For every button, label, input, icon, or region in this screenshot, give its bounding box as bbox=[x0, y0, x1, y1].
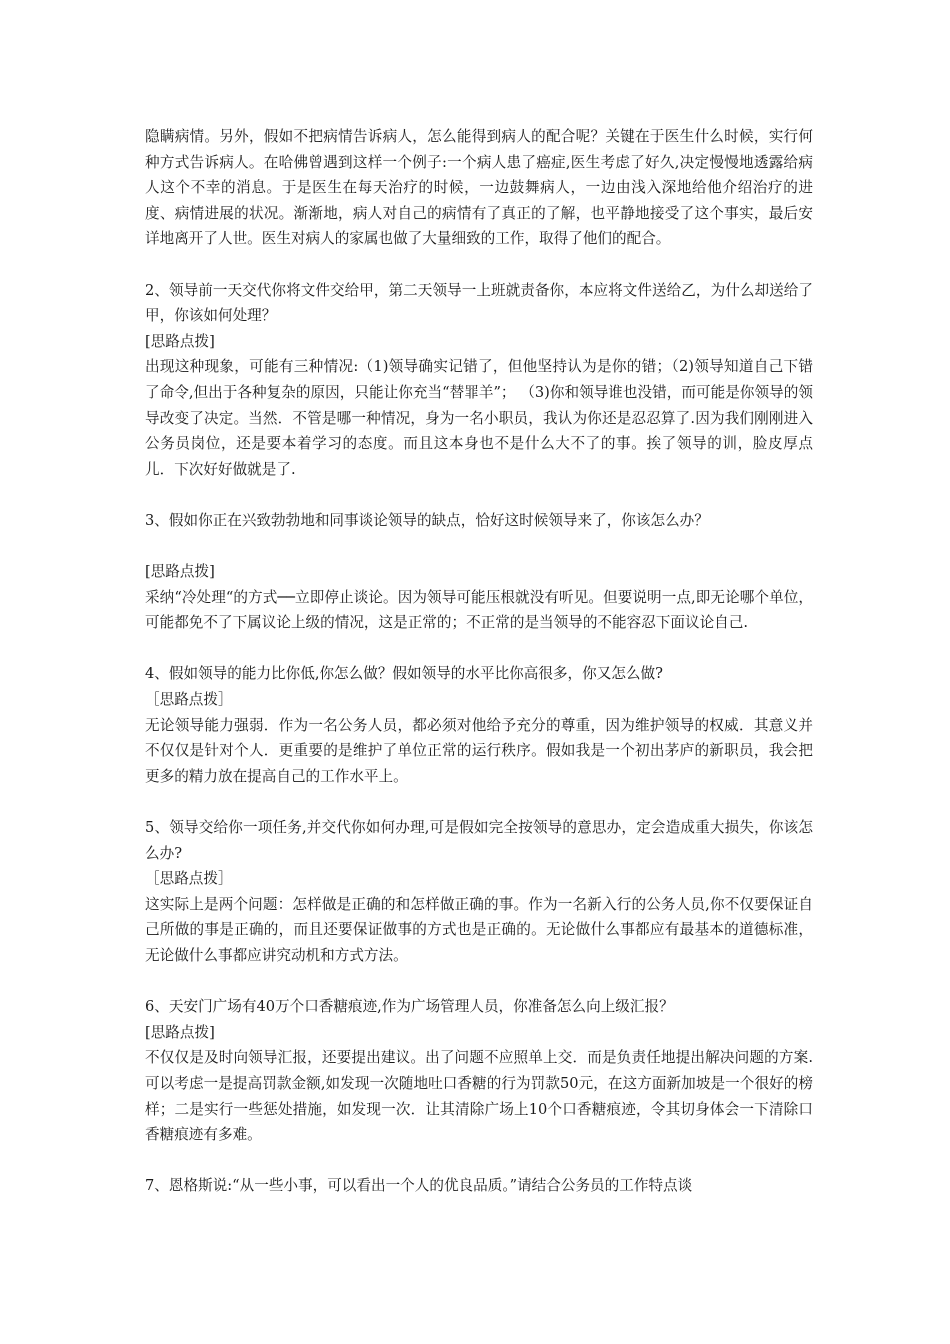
answer-6: 不仅仅是及时向领导汇报，还要提出建议。出了问题不应照单上交．而是负责任地提出解决问题的方案.可以考虑一是提高罚款金额,如发现一次随地吐口香糖的行为罚款50元，在这方面新加坡是一个很好的榜样；二是实行一些惩处措施，如发现一次．让其清除广场上10个口香糖痕迹，令其切身体会一下清除口香糖痕迹有多难。 bbox=[145, 1049, 813, 1144]
hint-label-3: [思路点拨] bbox=[145, 563, 215, 581]
question-5: 5、领导交给你一项任务,并交代你如何办理,可是假如完全按领导的意思办，定会造成重大损失，你该怎么办? bbox=[145, 819, 813, 862]
hint-label-2: [思路点拨] bbox=[145, 332, 215, 350]
intro-paragraph: 隐瞒病情。另外，假如不把病情告诉病人，怎么能得到病人的配合呢？关键在于医生什么时候，实行何种方式告诉病人。在哈佛曾遇到这样一个例子:一个病人患了癌症,医生考虑了好久,决定慢慢地透露给病人这个不幸的消息。于是医生在每天治疗的时候，一边鼓舞病人，一边由浅入深地给他介绍治疗的进度、病情进展的状况。渐渐地，病人对自己的病情有了真正的了解，也平静地接受了这个事实，最后安详地离开了人世。医生对病人的家属也做了大量细致的工作，取得了他们的配合。 bbox=[145, 128, 813, 248]
answer-2: 出现这种现象，可能有三种情况:（1)领导确实记错了，但他坚持认为是你的错；（2)领导知道自己下错了命令,但出于各种复杂的原因，只能让你充当“替罪羊”； （3)你和领导谁也没错，而可能是你领导的领导改变了决定。当然．不管是哪一种情况，身为一名小职员，我认为你还是忍忍算了.因为我们刚刚进入公务员岗位，还是要本着学习的态度。而且这本身也不是什么大不了的事。挨了领导的训，脸皮厚点儿．下次好好做就是了. bbox=[145, 358, 813, 478]
question-6: 6、天安门广场有40万个口香糖痕迹,作为广场管理人员，你准备怎么向上级汇报？ bbox=[145, 998, 674, 1016]
question-3: 3、假如你正在兴致勃勃地和同事谈论领导的缺点，恰好这时候领导来了，你该怎么办？ bbox=[145, 511, 709, 529]
hint-label-6: [思路点拨] bbox=[145, 1023, 215, 1041]
hint-label-4: ［思路点拨］ bbox=[145, 691, 233, 709]
document-page bbox=[145, 124, 813, 1199]
answer-5: 这实际上是两个问题：怎样做是正确的和怎样做正确的事。作为一名新入行的公务人员,你不仅要保证自己所做的事是正确的，而且还要保证做事的方式也是正确的。无论做什么事都应有最基本的道德标准，无论做什么事都应讲究动机和方式方法。 bbox=[145, 895, 813, 964]
spacer bbox=[145, 252, 813, 278]
question-4: 4、假如领导的能力比你低,你怎么做？假如领导的水平比你高很多，你又怎么做? bbox=[145, 665, 663, 683]
spacer bbox=[145, 482, 813, 508]
spacer bbox=[145, 534, 813, 560]
hint-label-5: ［思路点拨］ bbox=[145, 870, 233, 888]
question-2: 2、领导前一天交代你将文件交给甲，第二天领导一上班就责备你，本应将文件送给乙，为什么却送给了甲，你该如何处理？ bbox=[145, 281, 813, 325]
spacer bbox=[145, 1148, 813, 1174]
answer-4: 无论领导能力强弱．作为一名公务人员，都必须对他给予充分的尊重，因为维护领导的权威．其意义并不仅仅是针对个人．更重要的是维护了单位正常的运行秩序。假如我是一个初出茅庐的新职员，我会把更多的精力放在提高自己的工作水平上。 bbox=[145, 716, 813, 785]
spacer bbox=[145, 789, 813, 815]
spacer bbox=[145, 636, 813, 662]
spacer bbox=[145, 969, 813, 995]
question-7: 7、恩格斯说:“从一些小事，可以看出一个人的优良品质。”请结合公务员的工作特点谈 bbox=[145, 1177, 693, 1195]
answer-3: 采纳“冷处理“的方式──立即停止谈论。因为领导可能压根就没有听见。但要说明一点,即无论哪个单位，可能都免不了下属议论上级的情况，这是正常的；不正常的是当领导的不能容忍下面议论自己. bbox=[145, 588, 813, 632]
